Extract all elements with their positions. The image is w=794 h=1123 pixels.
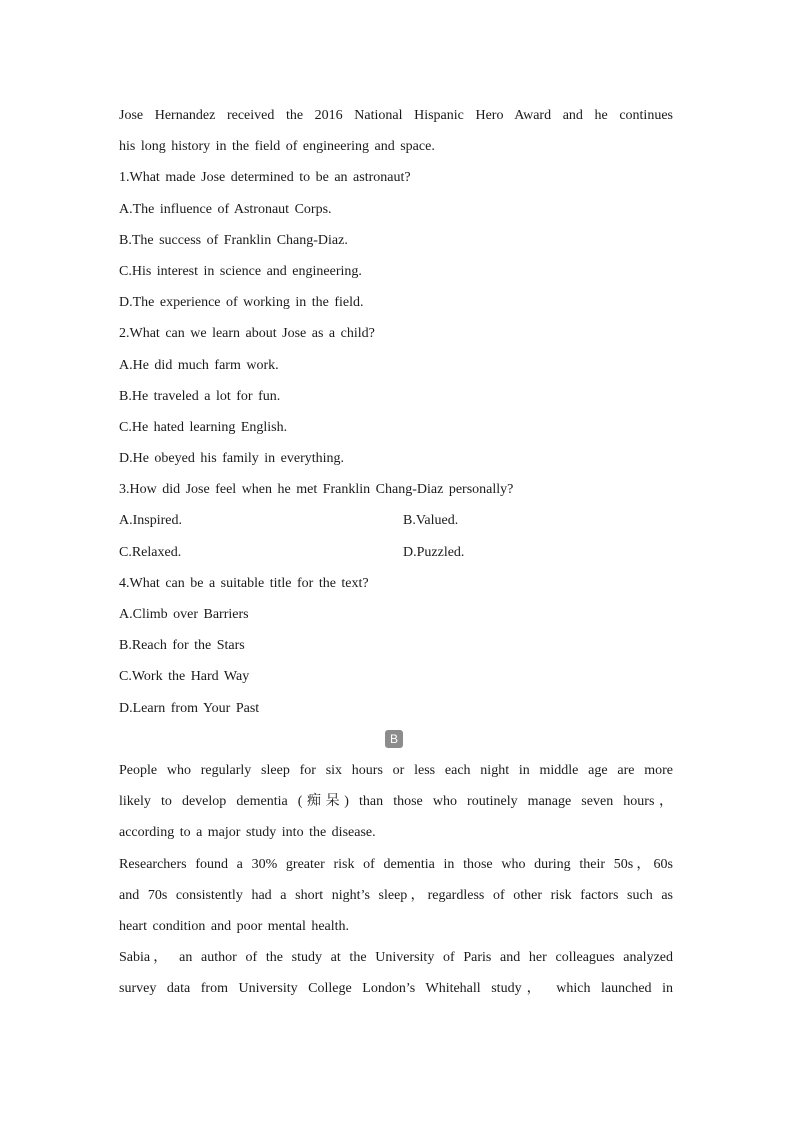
question-2-stem: 2.What can we learn about Jose as a child? xyxy=(119,326,375,342)
question-3-option-a: A.Inspired. xyxy=(119,513,182,529)
question-4-option-a: A.Climb over Barriers xyxy=(119,607,249,622)
section-b-badge: B xyxy=(385,730,403,748)
question-4-option-d: D.Learn from Your Past xyxy=(119,700,260,716)
question-2-option-d: D.He obeyed his family in everything. xyxy=(119,451,345,467)
passage-b-p1-line-2: likely to develop dementia (痴呆) than those who routinely manage seven hours， xyxy=(119,794,673,810)
question-1-option-b: B.The success of Franklin Chang-Diaz. xyxy=(119,232,348,248)
document-page xyxy=(119,100,673,1004)
intro-line-1: Jose Hernandez received the 2016 National Hispanic Hero Award and he continues xyxy=(119,108,673,123)
passage-b-p1-line-1: People who regularly sleep for six hours or less each night in middle age are more xyxy=(119,762,673,778)
question-3-option-d: D.Puzzled. xyxy=(403,544,465,560)
passage-b-p3-line-2: survey data from University College London’s Whitehall study， which launched in xyxy=(119,981,673,997)
section-b-marker xyxy=(119,724,673,755)
question-1-option-a: A.The influence of Astronaut Corps. xyxy=(119,201,332,217)
question-2-option-b: B.He traveled a lot for fun. xyxy=(119,388,281,404)
question-1-option-d: D.The experience of working in the field. xyxy=(119,295,364,311)
passage-b-p1-line-3: according to a major study into the disease. xyxy=(119,825,376,841)
question-1-option-c: C.His interest in science and engineering. xyxy=(119,263,362,279)
question-1-stem: 1.What made Jose determined to be an astronaut? xyxy=(119,170,411,186)
question-3-option-c: C.Relaxed. xyxy=(119,544,182,560)
passage-b-p2-line-2: and 70s consistently had a short night’s sleep，regardless of other risk factors such as xyxy=(119,887,673,903)
question-4-stem: 4.What can be a suitable title for the text? xyxy=(119,575,369,591)
question-2-option-a: A.He did much farm work. xyxy=(119,357,279,373)
question-4-option-b: B.Reach for the Stars xyxy=(119,638,245,654)
question-3-stem: 3.How did Jose feel when he met Franklin Chang-Diaz personally? xyxy=(119,482,514,498)
passage-b-p2-line-3: heart condition and poor mental health. xyxy=(119,918,350,934)
intro-line-2: his long history in the field of engineering and space. xyxy=(119,139,435,155)
passage-b-p2-line-1: Researchers found a 30% greater risk of dementia in those who during their 50s，60s xyxy=(119,856,673,872)
passage-b-p3-line-1: Sabia， an author of the study at the University of Paris and her colleagues analyzed xyxy=(119,950,673,966)
question-4-option-c: C.Work the Hard Way xyxy=(119,669,250,685)
question-3-options-row-2 xyxy=(119,537,673,568)
question-2-option-c: C.He hated learning English. xyxy=(119,419,288,435)
question-3-option-b: B.Valued. xyxy=(403,513,459,529)
question-3-options-row-1 xyxy=(119,505,673,536)
